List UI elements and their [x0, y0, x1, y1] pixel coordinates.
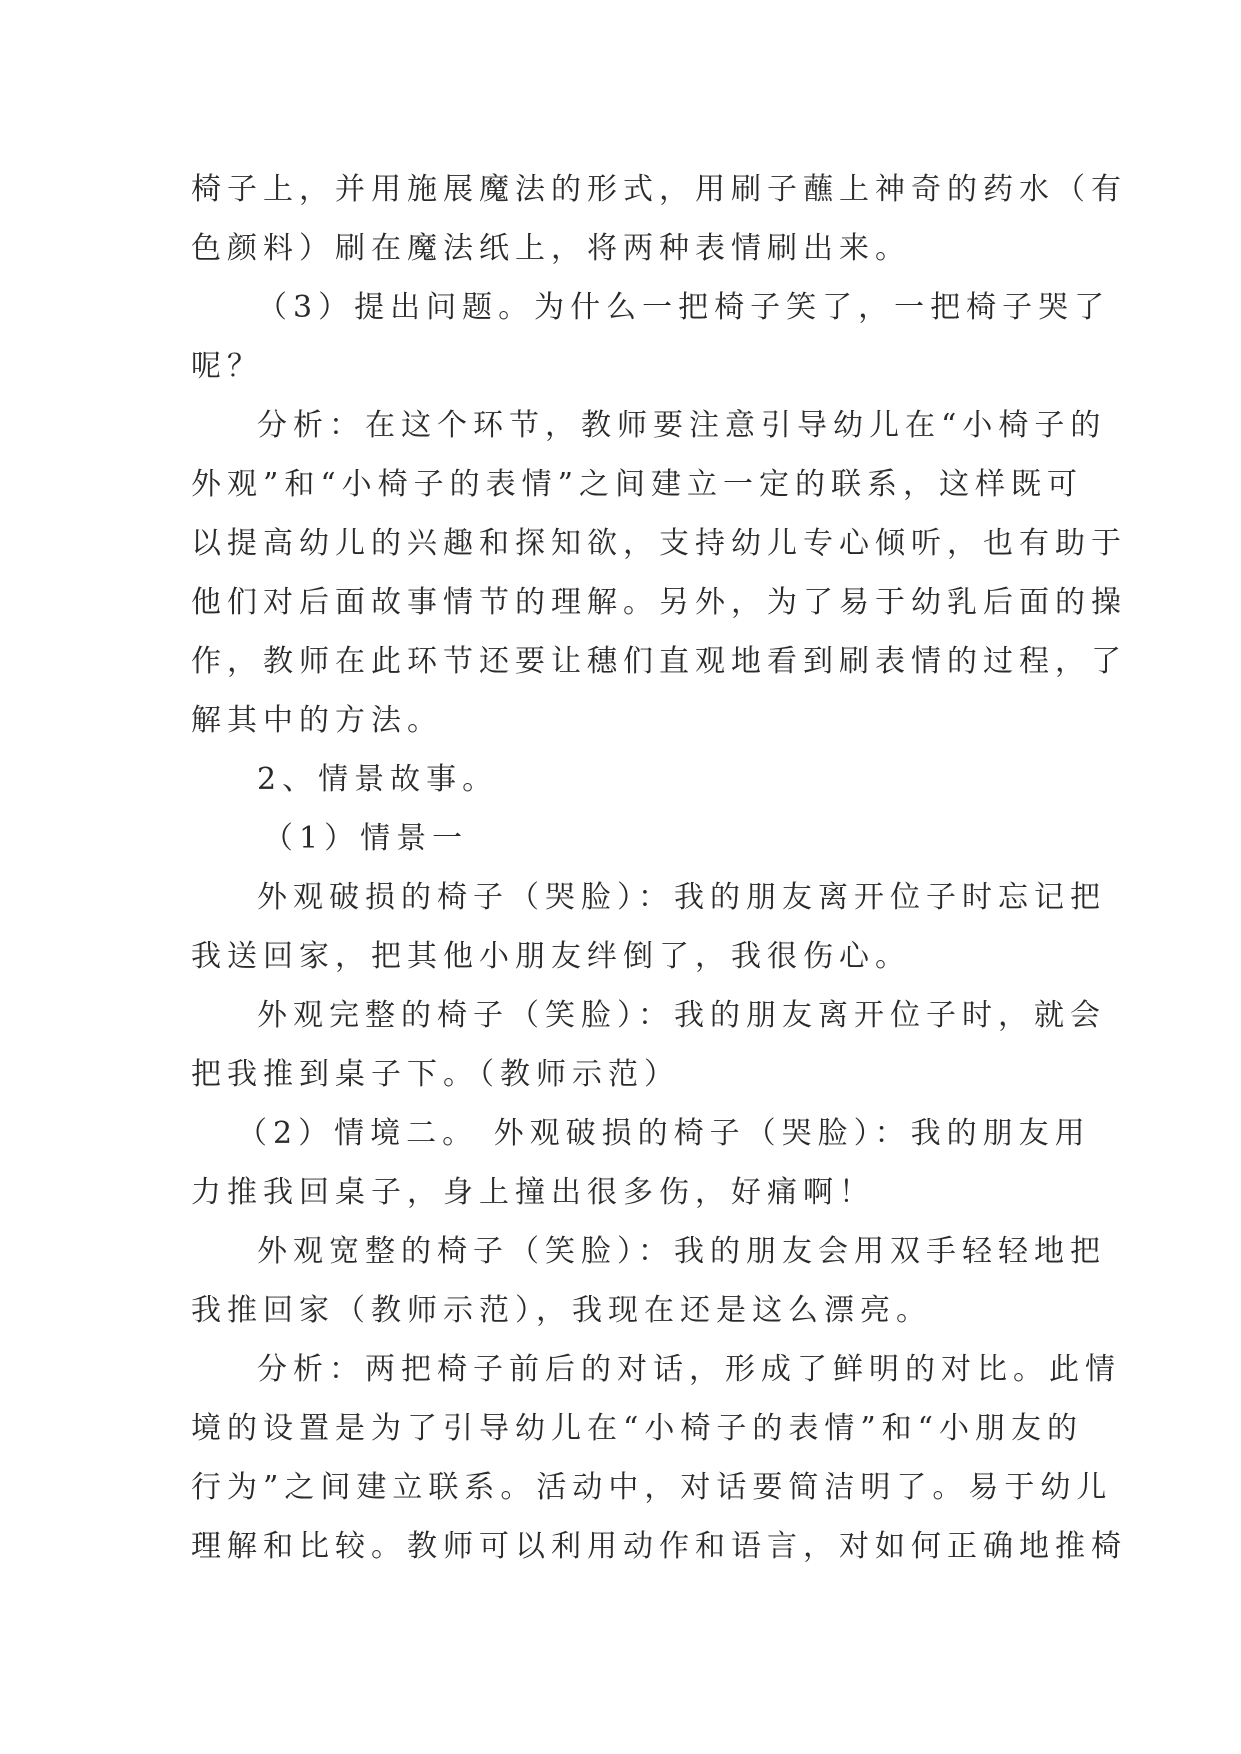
text-line: 外观破损的椅子（哭脸）：我的朋友离开位子时忘记把	[257, 880, 1106, 915]
text-line: 我送回家，把其他小朋友绊倒了，我很伤心。	[191, 939, 911, 974]
text-line: 解其中的方法。	[191, 703, 443, 738]
text-line: 把我推到桌子下。（教师示范）	[191, 1057, 680, 1092]
text-line: 2、情景故事。	[257, 762, 499, 797]
text-line: 境的设置是为了引导幼儿在“小椅子的表情”和“小朋友的	[191, 1411, 1084, 1446]
text-line: 他们对后面故事情节的理解。另外，为了易于幼乳后面的操	[191, 585, 1127, 620]
text-line: 行为”之间建立联系。活动中，对话要简洁明了。易于幼儿	[191, 1470, 1113, 1505]
text-line: 外观宽整的椅子（笑脸）：我的朋友会用双手轻轻地把	[257, 1234, 1106, 1269]
text-line: 以提高幼儿的兴趣和探知欲，支持幼儿专心倾听，也有助于	[191, 526, 1127, 561]
text-line: （1）情景一	[263, 821, 469, 856]
text-line: （3）提出问题。为什么一把椅子笑了，一把椅子哭了	[257, 290, 1111, 325]
text-line: 理解和比较。教师可以利用动作和语言，对如何正确地推椅	[191, 1529, 1127, 1564]
text-line: 外观”和“小椅子的表情”之间建立一定的联系，这样既可	[191, 467, 1084, 502]
text-line: 力推我回桌子，身上撞出很多伤，好痛啊！	[191, 1175, 875, 1210]
text-line: 分析：两把椅子前后的对话，形成了鲜明的对比。此情	[257, 1352, 1121, 1387]
text-line: 呢？	[191, 349, 263, 384]
text-line: 分析：在这个环节，教师要注意引导幼儿在“小椅子的	[257, 408, 1107, 443]
text-line: 色颜料）刷在魔法纸上，将两种表情刷出来。	[191, 231, 911, 266]
text-line: （2）情境二。 外观破损的椅子（哭脸）：我的朋友用	[237, 1116, 1091, 1151]
text-line: 作，教师在此环节还要让穗们直观地看到刷表情的过程，了	[191, 644, 1127, 679]
document-body	[191, 160, 1127, 1576]
text-line: 我推回家（教师示范），我现在还是这么漂亮。	[191, 1293, 932, 1328]
text-line: 椅子上，并用施展魔法的形式，用刷子蘸上神奇的药水（有	[191, 172, 1127, 207]
text-line: 外观完整的椅子（笑脸）：我的朋友离开位子时，就会	[257, 998, 1106, 1033]
